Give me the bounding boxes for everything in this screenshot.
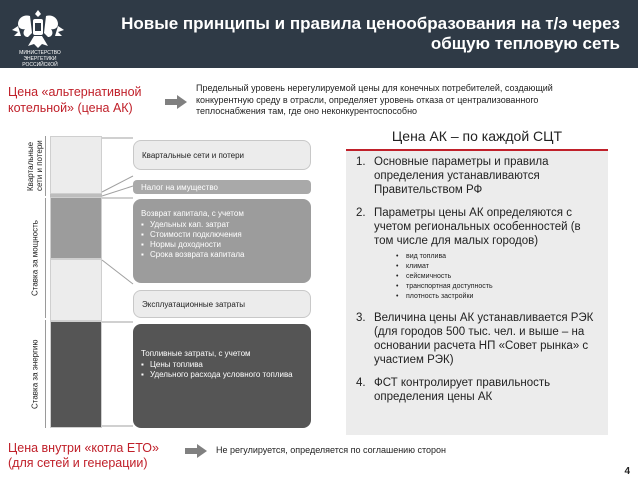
- list-item: [356, 311, 602, 367]
- right-panel-title: Цена АК – по каждой СЦТ: [391, 128, 563, 144]
- list-item: ▪ Удельных кап. затрат: [141, 220, 303, 230]
- box-operating-costs-label: Эксплуатационные затраты: [142, 300, 246, 309]
- divider-line: [45, 320, 46, 428]
- list-item: ▪ Стоимости подключения: [141, 230, 303, 240]
- item-number: 2.: [356, 207, 366, 219]
- page-number: 4: [624, 466, 630, 477]
- sub-list-item: • плотность застройки: [396, 292, 602, 302]
- box-operating-costs: [133, 290, 311, 318]
- sub-list-item: • транспортная доступность: [396, 282, 602, 292]
- box-property-tax-label: Налог на имущество: [141, 183, 218, 192]
- list-item: [356, 376, 602, 404]
- sub-list-item: • сейсмичность: [396, 272, 602, 282]
- right-panel: [346, 149, 608, 435]
- box-capital-return-title: Возврат капитала, с учетом: [141, 209, 244, 218]
- arrow-right-icon: [165, 95, 187, 109]
- vlabel-capacity-rate: Ставка за мощность: [30, 220, 40, 296]
- box-quarter-networks: [133, 140, 311, 170]
- vlabel-energy-rate: Ставка за энергию: [30, 339, 40, 409]
- bar-segment-fuel: [50, 321, 102, 428]
- bar-segment-operating: [50, 259, 102, 321]
- sub-list-item: • климат: [396, 262, 602, 272]
- vlabel-quarter-networks: Квартальные сети и потери: [26, 140, 44, 192]
- item-text: Основные параметры и правила определения устанавливаются Правительством РФ: [374, 156, 549, 196]
- sub-list-item: • вид топлива: [396, 252, 602, 262]
- item-number: 3.: [356, 312, 366, 324]
- box-fuel-costs: [133, 324, 311, 428]
- eto-price-label: Цена внутри «котла ЕТО» (для сетей и генерации): [8, 441, 159, 470]
- sub-list: [396, 252, 602, 302]
- bar-segment-capital: [50, 197, 102, 259]
- ak-price-label: Цена «альтернативной котельной» (цена АК): [8, 85, 142, 115]
- slide-header: [0, 0, 638, 74]
- item-number: 1.: [356, 156, 366, 168]
- box-quarter-networks-label: Квартальные сети и потери: [142, 151, 245, 160]
- divider-line: [45, 198, 46, 318]
- item-text: Величина цены АК устанавливается РЭК (для городов 500 тыс. чел. и выше – на основании расчета НП «Совет рынка» с участием РЭК): [374, 312, 594, 366]
- list-item: ▪ Цены топлива: [141, 360, 303, 370]
- item-text: Параметры цены АК определяются с учетом региональных особенностей (в том числе для малых городов): [374, 207, 581, 247]
- ministry-name: МИНИСТЕРСТВО ЭНЕРГЕТИКИ РОССИЙСКОЙ ФЕДЕРАЦИИ: [19, 50, 61, 74]
- list-item: [356, 155, 602, 197]
- box-fuel-costs-title: Топливные затраты, с учетом: [141, 349, 251, 358]
- list-item: ▪ Нормы доходности: [141, 240, 303, 250]
- list-item: ▪ Удельного расхода условного топлива: [141, 370, 303, 380]
- arrow-right-icon: [185, 444, 207, 458]
- item-text: ФСТ контролирует правильность определения цены АК: [374, 377, 551, 403]
- connector-lines: [100, 136, 136, 428]
- list-item: ▪ Срока возврата капитала: [141, 250, 303, 260]
- box-property-tax: [133, 180, 311, 194]
- bar-segment-quarter-networks: [50, 136, 102, 194]
- item-number: 4.: [356, 377, 366, 389]
- page-title: Новые принципы и правила ценообразования на т/э через общую тепловую сеть: [121, 14, 620, 53]
- ak-price-description: Предельный уровень нерегулируемой цены для конечных потребителей, создающий конкурентную среду в отрасли, определяет уровень отказа от централизованного теплоснабжения там, где оно неконкурентоспособно: [196, 83, 553, 116]
- box-capital-return: [133, 199, 311, 283]
- divider-line: [45, 136, 46, 196]
- eto-price-description: Не регулируется, определяется по соглашению сторон: [216, 445, 446, 455]
- list-item: [356, 206, 602, 248]
